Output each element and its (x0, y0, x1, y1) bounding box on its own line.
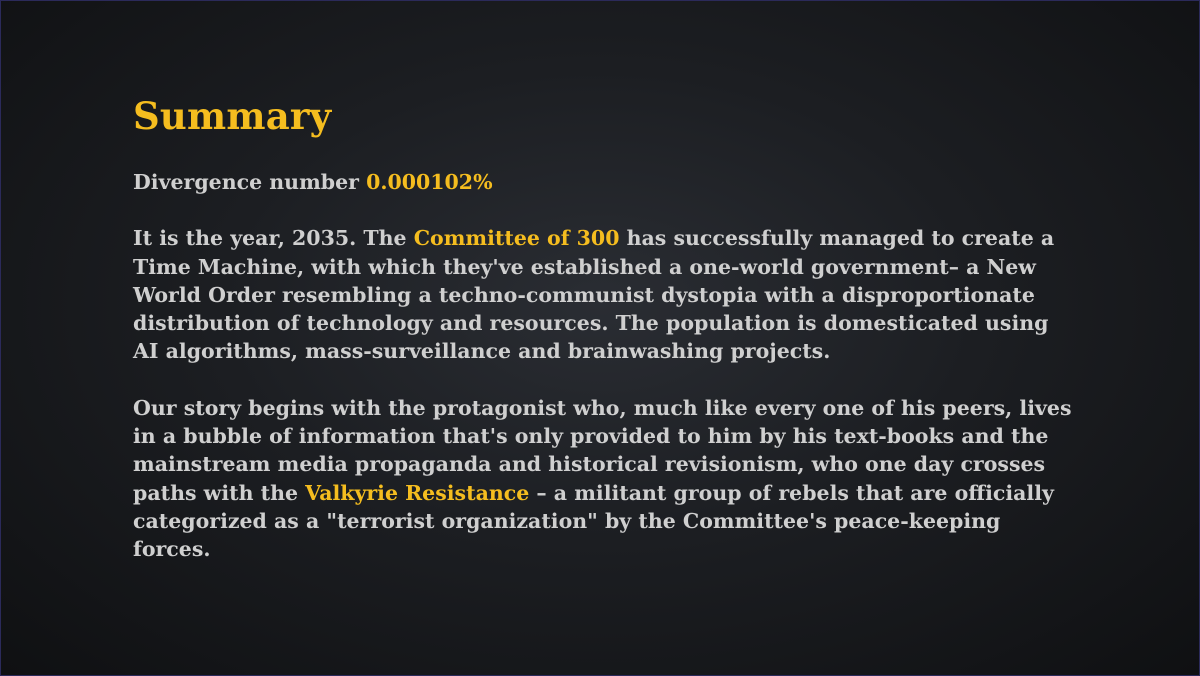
divergence-label: Divergence number (133, 170, 367, 194)
story-paragraph (133, 394, 1073, 564)
divergence-line (133, 168, 1073, 196)
summary-section (133, 92, 1073, 564)
divergence-value: 0.000102% (366, 170, 493, 194)
intro-paragraph (133, 224, 1073, 365)
committee-highlight: Committee of 300 (413, 226, 620, 251)
story-text-end: – a militant group of rebels that are officially categorized as a "terrorist organization" by the Committee's peace-keeping forces. (133, 480, 1054, 562)
intro-text-start: It is the year, 2035. The (133, 226, 414, 251)
summary-title: Summary (133, 94, 332, 138)
intro-text-end: has successfully managed to create a Time Machine, with which they've established a one-world government– a New World Order resembling a techno-communist dystopia with a disproportionate distribution of technology and resources. The population is domesticated using AI algorithms, mass-surveillance and brainwashing projects. (133, 226, 1055, 364)
resistance-highlight: Valkyrie Resistance (305, 480, 530, 505)
story-text-start: Our story begins with the protagonist who, much like every one of his peers, lives in a bubble of information that's only provided to him by his text-books and the mainstream media propaganda and historical revisionism, who one day crosses paths with the (133, 395, 1072, 505)
